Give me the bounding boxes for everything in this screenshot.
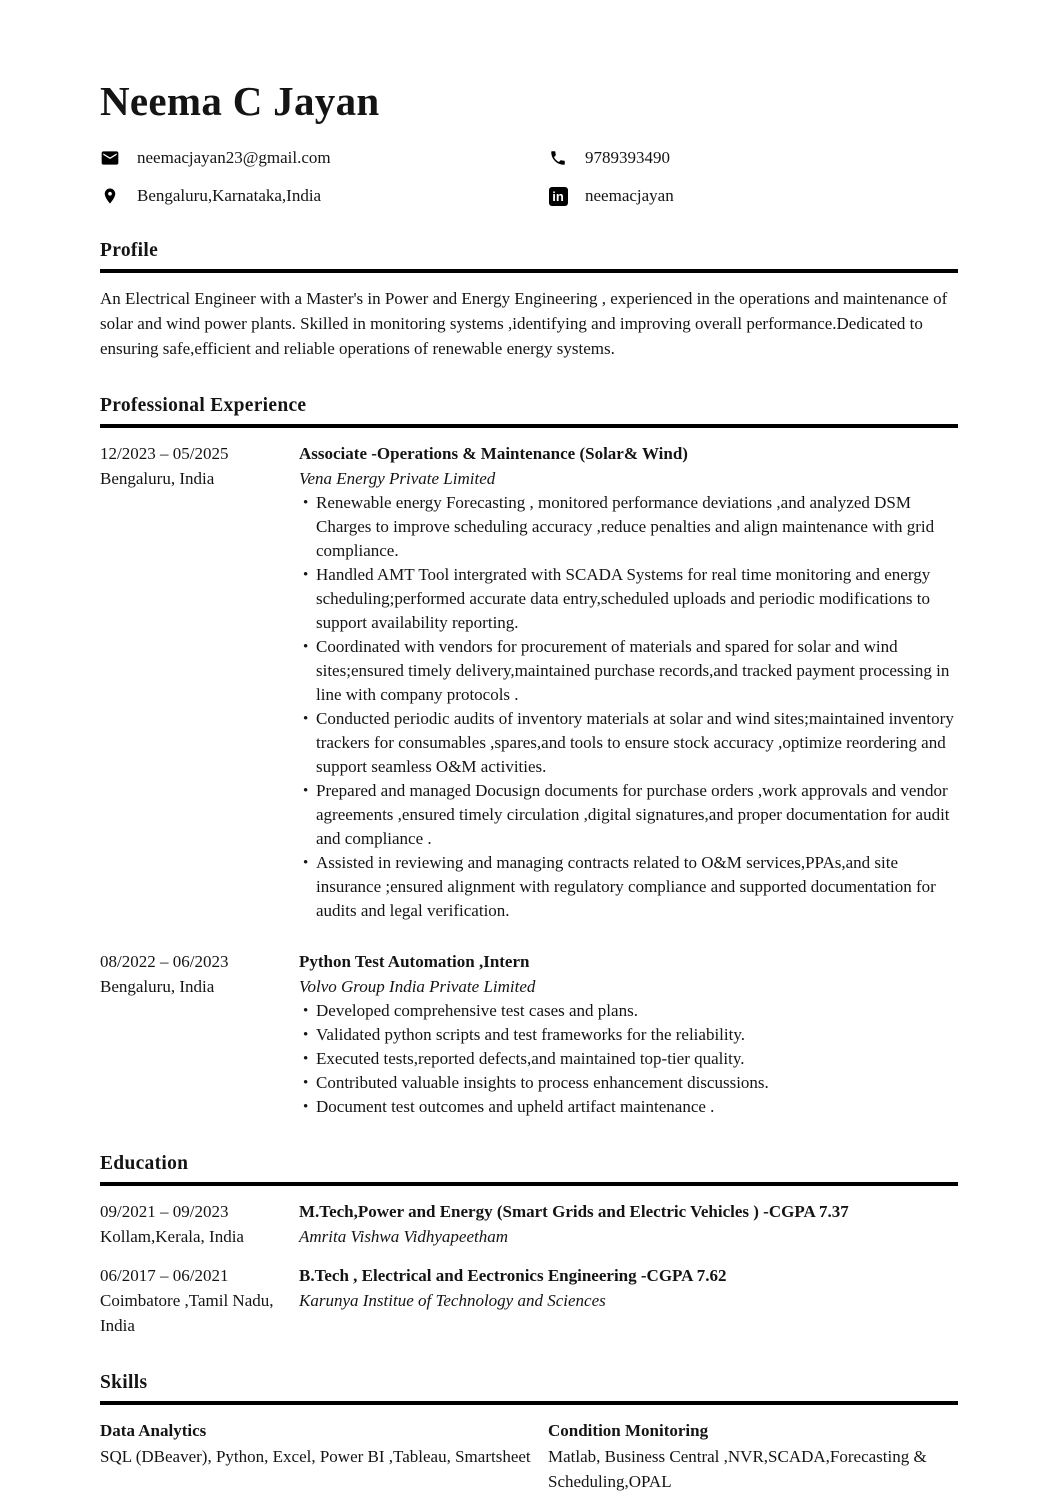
- school-name: Amrita Vishwa Vidhyapeetham: [299, 1227, 509, 1246]
- entry-dates: 08/2022 – 06/2023: [100, 952, 229, 971]
- entry-right: [299, 949, 958, 1119]
- section-education: [100, 1153, 958, 1338]
- contact-phone-value: 9789393490: [585, 148, 670, 167]
- entry-location: Kollam,Kerala, India: [100, 1227, 244, 1246]
- entry-company: Volvo Group India Private Limited: [299, 977, 536, 996]
- bullet-list: [299, 999, 958, 1119]
- entry-left: [100, 1263, 299, 1338]
- bullet-item: • Executed tests,reported defects,and maintained top-tier quality.: [316, 1047, 958, 1071]
- entry-location: Coimbatore ,Tamil Nadu, India: [100, 1291, 274, 1335]
- experience-heading: Professional Experience: [100, 395, 307, 416]
- entry-right: [299, 1263, 958, 1338]
- entry-right: [299, 1199, 958, 1249]
- bullet-item: • Assisted in reviewing and managing contracts related to O&M services,PPAs,and site insurance ;ensured alignment with regulatory compliance and supported documentation for audits and legal verification.: [316, 851, 958, 923]
- entry-left: [100, 441, 299, 923]
- profile-text: An Electrical Engineer with a Master's in Power and Energy Engineering , experienced in the operations and maintenance of solar and wind power plants. Skilled in monitoring systems ,identifying and improving overall performance.Dedicated to ensuring safe,efficient and reliable operations of renewable energy systems.: [100, 289, 948, 358]
- entry-dates: 09/2021 – 09/2023: [100, 1202, 229, 1221]
- contact-linkedin: [548, 186, 958, 206]
- section-profile: [100, 240, 958, 361]
- contact-grid: [100, 148, 958, 206]
- person-name: Neema C Jayan: [100, 78, 380, 124]
- bullet-item: • Document test outcomes and upheld artifact maintenance .: [316, 1095, 958, 1119]
- entry-company: Vena Energy Private Limited: [299, 469, 496, 488]
- bullet-item: • Developed comprehensive test cases and plans.: [316, 999, 958, 1023]
- map-pin-icon: [100, 186, 120, 206]
- skill-group: [548, 1418, 958, 1494]
- bullet-item: • Prepared and managed Docusign documents for purchase orders ,work approvals and vendor agreements ,ensured timely circulation ,digital signatures,and proper documentation for audit and compliance .: [316, 779, 958, 851]
- bullet-item: • Contributed valuable insights to process enhancement discussions.: [316, 1071, 958, 1095]
- bullet-item: • Coordinated with vendors for procurement of materials and spared for solar and wind sites;ensured timely delivery,maintained purchase records,and tracked payment processing in line with company protocols .: [316, 635, 958, 707]
- skills-grid: [100, 1418, 958, 1494]
- degree-title: B.Tech , Electrical and Eectronics Engineering -CGPA 7.62: [299, 1266, 727, 1285]
- entry-location: Bengaluru, India: [100, 469, 215, 488]
- contact-location-value: Bengaluru,Karnataka,India: [137, 186, 322, 205]
- skill-group-name: Data Analytics: [100, 1421, 207, 1440]
- contact-email: [100, 148, 548, 168]
- bullet-item: • Validated python scripts and test frameworks for the reliability.: [316, 1023, 958, 1047]
- contact-email-value[interactable]: neemacjayan23@gmail.com: [137, 148, 331, 167]
- skill-group-name: Condition Monitoring: [548, 1421, 709, 1440]
- envelope-icon: [100, 148, 120, 168]
- education-entry: [100, 1199, 958, 1249]
- section-skills: [100, 1372, 958, 1494]
- entry-dates: 06/2017 – 06/2021: [100, 1266, 229, 1285]
- contact-phone: [548, 148, 958, 168]
- skill-group-items: Matlab, Business Central ,NVR,SCADA,Forecasting & Scheduling,OPAL: [548, 1447, 927, 1491]
- skills-heading: Skills: [100, 1372, 148, 1393]
- contact-linkedin-value[interactable]: neemacjayan: [585, 186, 674, 205]
- entry-dates: 12/2023 – 05/2025: [100, 444, 229, 463]
- degree-title: M.Tech,Power and Energy (Smart Grids and Electric Vehicles ) -CGPA 7.37: [299, 1202, 849, 1221]
- entry-right: [299, 441, 958, 923]
- skill-group-items: SQL (DBeaver), Python, Excel, Power BI ,Tableau, Smartsheet: [100, 1447, 531, 1466]
- experience-entry: [100, 949, 958, 1119]
- phone-icon: [548, 148, 568, 168]
- bullet-item: • Handled AMT Tool intergrated with SCADA Systems for real time monitoring and energy scheduling;performed accurate data entry,scheduled uploads and periodic modifications to support availability reporting.: [316, 563, 958, 635]
- bullet-list: [299, 491, 958, 923]
- bullet-item: • Conducted periodic audits of inventory materials at solar and wind sites;maintained inventory trackers for consumables ,spares,and tools to ensure stock accuracy ,optimize reordering and support seamless O&M activities.: [316, 707, 958, 779]
- entry-location: Bengaluru, India: [100, 977, 215, 996]
- skill-group: [100, 1418, 548, 1494]
- school-name: Karunya Institue of Technology and Sciences: [299, 1291, 606, 1310]
- entry-title: Python Test Automation ,Intern: [299, 952, 530, 971]
- linkedin-icon: in: [548, 186, 568, 206]
- education-entry: [100, 1263, 958, 1338]
- entry-left: [100, 949, 299, 1119]
- education-heading: Education: [100, 1153, 189, 1174]
- entry-title: Associate -Operations & Maintenance (Solar& Wind): [299, 444, 688, 463]
- experience-entry: [100, 441, 958, 923]
- contact-location: [100, 186, 548, 206]
- bullet-item: • Renewable energy Forecasting , monitored performance deviations ,and analyzed DSM Charges to improve scheduling accuracy ,reduce penalties and align maintenance with grid compliance.: [316, 491, 958, 563]
- profile-heading: Profile: [100, 240, 159, 261]
- section-experience: [100, 395, 958, 1119]
- header: [100, 78, 958, 206]
- entry-left: [100, 1199, 299, 1249]
